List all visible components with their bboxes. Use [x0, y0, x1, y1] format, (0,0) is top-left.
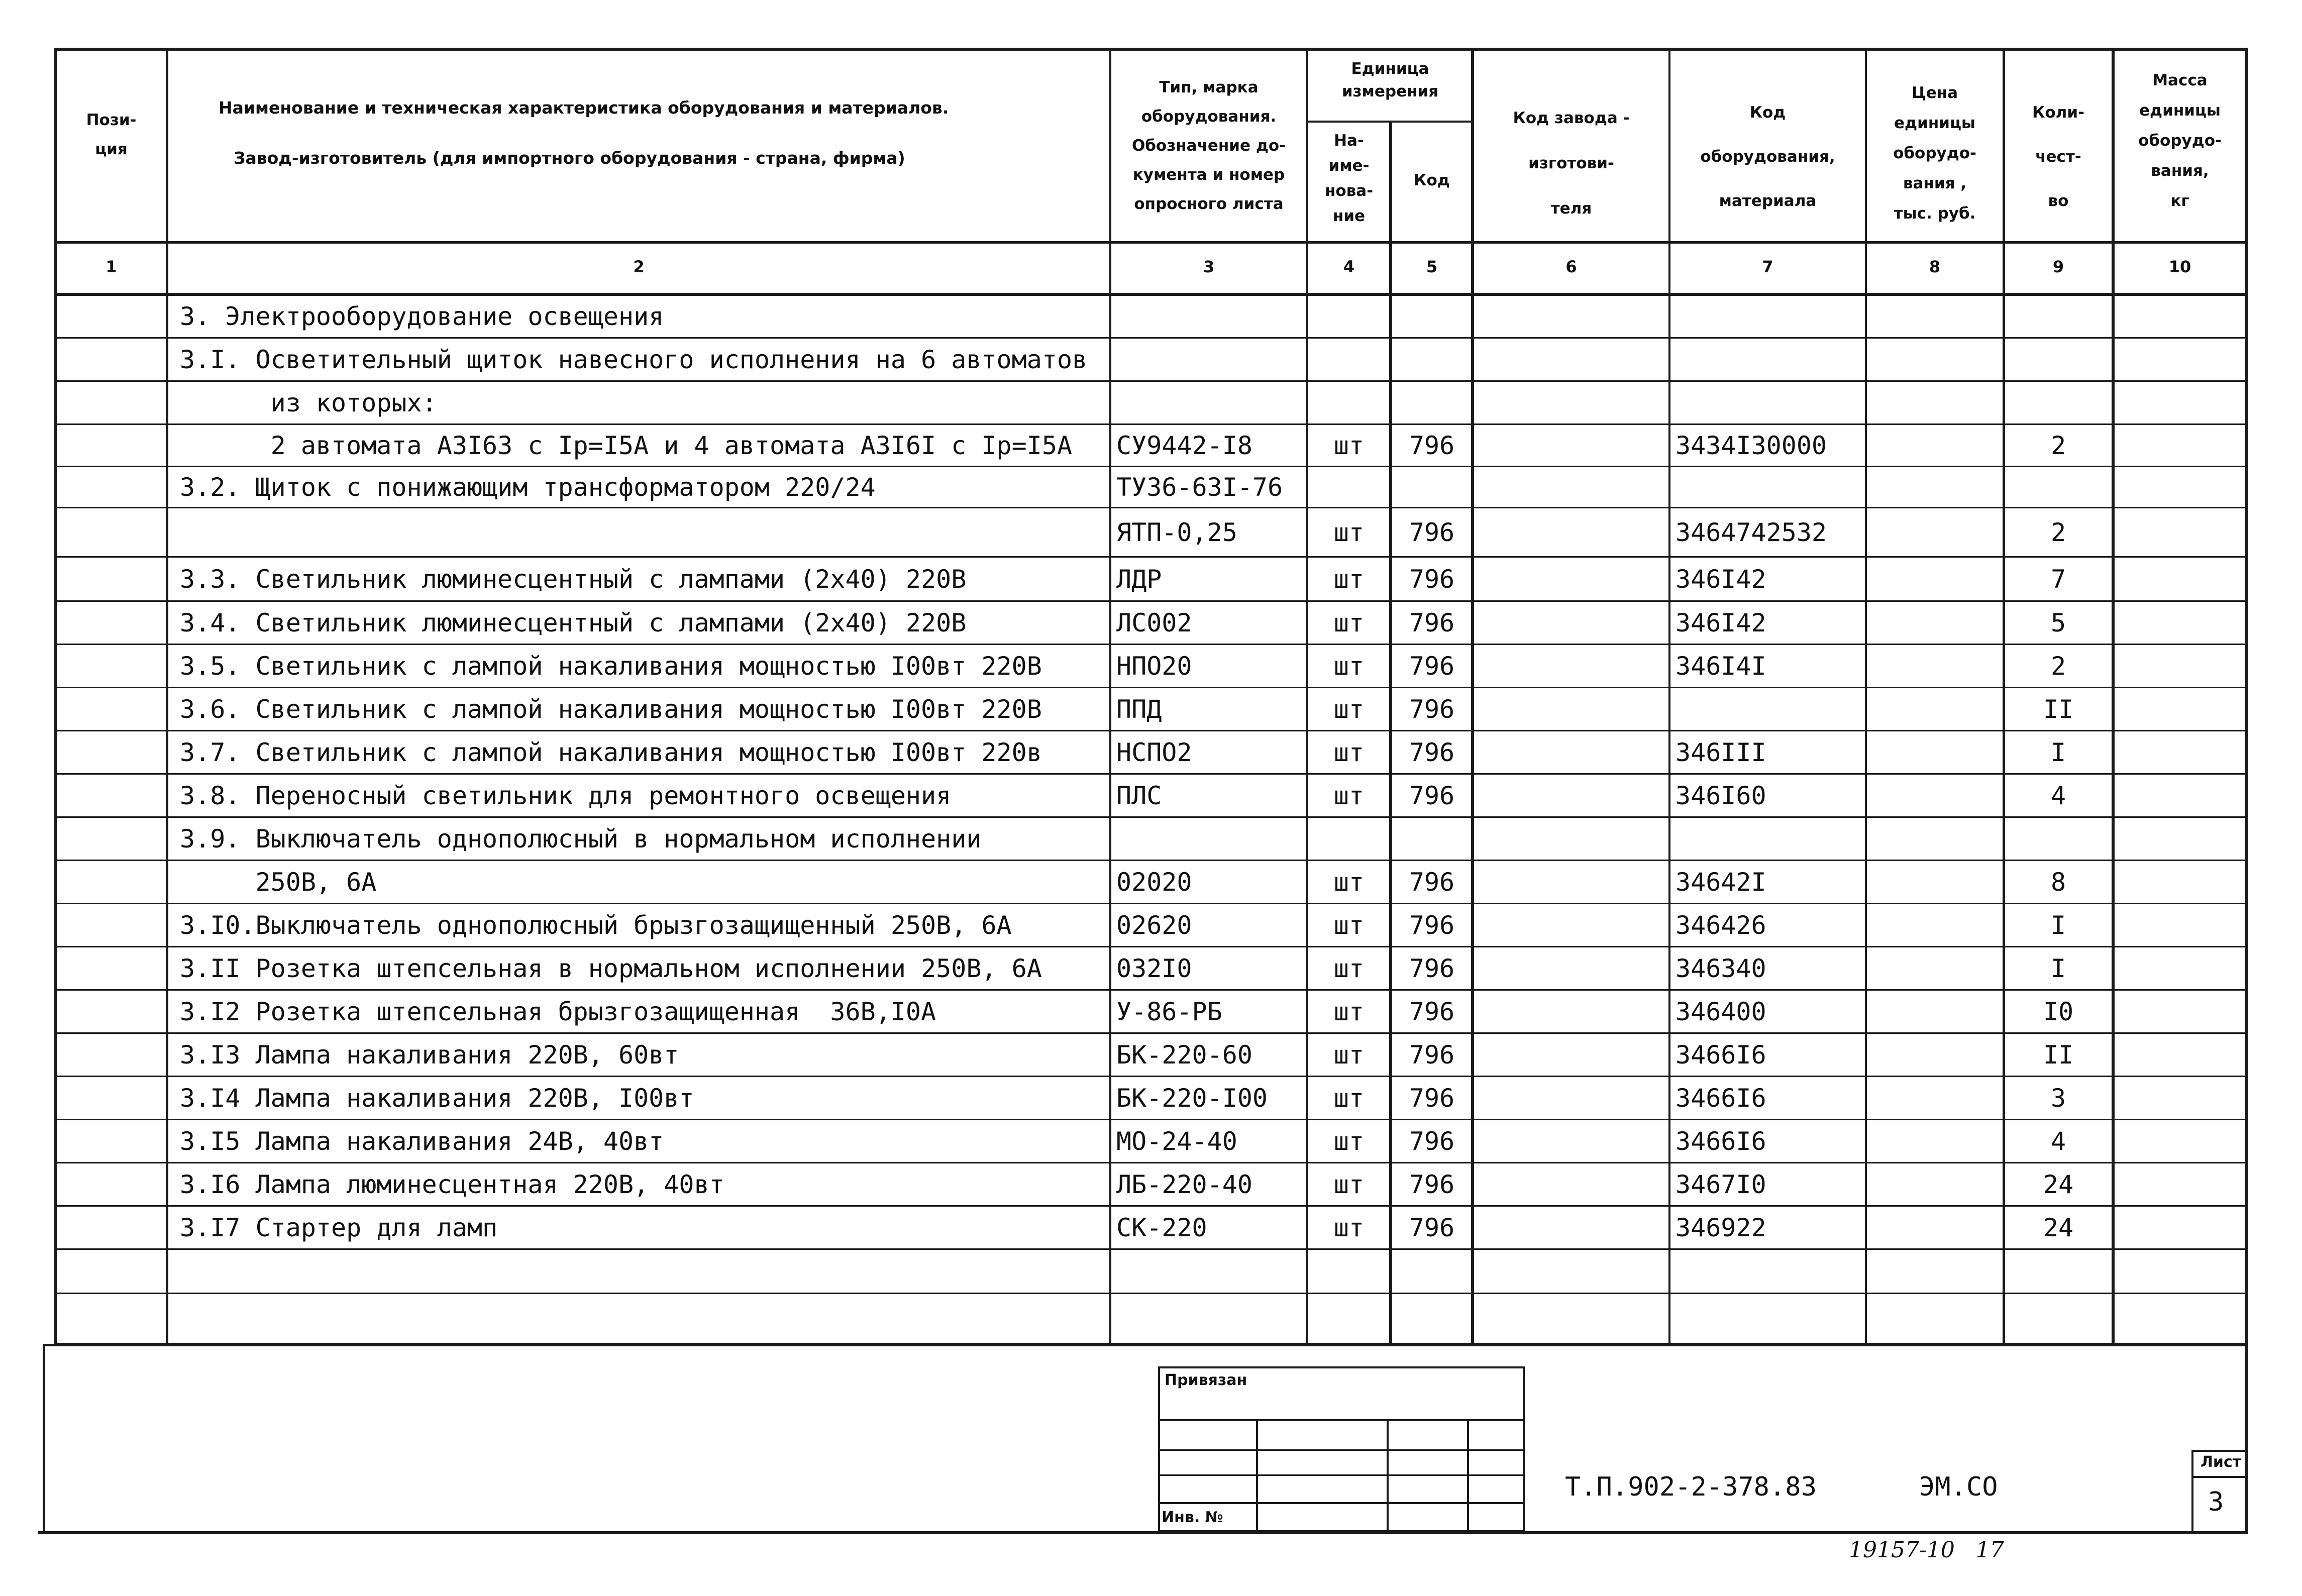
- col-number-7: 7: [1762, 257, 1773, 276]
- header-price: Цена единицы оборудо- вания , тыс. руб.: [1893, 84, 1976, 223]
- table-cell-unit: шт: [1333, 1213, 1365, 1242]
- table-cell-qty: 5: [2050, 608, 2066, 637]
- frame-left-lower: [43, 1344, 45, 1534]
- table-cell-type: 032I0: [1116, 954, 1192, 983]
- col-sep-2: [1109, 48, 1111, 1346]
- header-plant-code: Код завода - изготови- теля: [1513, 109, 1630, 218]
- col-number-4: 4: [1343, 257, 1355, 276]
- table-cell-type: ЛДР: [1116, 565, 1162, 594]
- table-cell-type: [1116, 817, 1306, 861]
- table-cell-code: 796: [1409, 695, 1455, 724]
- table-cell-qty: 3: [2050, 1084, 2066, 1113]
- table-cell-code: 796: [1409, 868, 1455, 897]
- header-name-line1: Наименование и техническая характеристика оборудования и материалов.: [219, 98, 949, 118]
- table-cell-unit: шт: [1333, 1084, 1365, 1113]
- table-cell-type: БК-220-I00: [1116, 1084, 1268, 1113]
- table-cell-equip: [1676, 381, 1865, 424]
- table-cell-equip: 3466I6: [1676, 1127, 1766, 1156]
- table-cell-equip: 34642I: [1676, 868, 1766, 897]
- table-cell-qty: I: [2050, 738, 2066, 767]
- table-cell-type: НСПО2: [1116, 738, 1192, 767]
- table-cell-unit: шт: [1333, 1170, 1365, 1199]
- table-cell-code: 796: [1409, 997, 1455, 1026]
- table-cell-name: из которых:: [180, 388, 437, 417]
- frame-bottom: [38, 1531, 2248, 1534]
- table-cell-code: 796: [1409, 1040, 1455, 1070]
- table-cell-name: 2 автомата А3I63 с Iр=I5А и 4 автомата А3I6I с Iр=I5А: [180, 431, 1073, 460]
- table-cell-equip: 346922: [1676, 1213, 1766, 1242]
- table-cell-name: 3.I4 Лампа накаливания 220В, I00вт: [180, 1084, 694, 1113]
- table-cell-code: 796: [1409, 518, 1455, 547]
- stamp-vline-1: [1256, 1419, 1258, 1532]
- table-cell-unit: шт: [1333, 781, 1365, 810]
- table-cell-code: 796: [1409, 1127, 1455, 1156]
- table-cell-type: НПО20: [1116, 652, 1192, 681]
- table-cell-unit: шт: [1333, 954, 1365, 983]
- table-cell-type: ЛБ-220-40: [1116, 1170, 1252, 1199]
- sheet-box-divider: [2191, 1476, 2247, 1478]
- table-cell-type: 02020: [1116, 868, 1192, 897]
- stamp-line-2: [1158, 1449, 1525, 1451]
- table-cell-qty: 2: [2050, 652, 2066, 681]
- header-quantity: Коли- чест- во: [2032, 103, 2084, 210]
- table-cell-unit: [1308, 381, 1390, 424]
- header-unit-code: Код: [1414, 171, 1450, 189]
- sheet-label: Лист: [2201, 1453, 2242, 1471]
- table-cell-name: 3.3. Светильник люминесцентный с лампами (2х40) 220В: [180, 565, 967, 594]
- table-cell-type: [1116, 295, 1306, 338]
- table-cell-equip: 3464742532: [1676, 518, 1827, 547]
- table-cell-name: 3.9. Выключатель однополюсный в нормальном исполнении: [180, 824, 982, 854]
- table-cell-equip: [1676, 338, 1865, 381]
- table-cell-equip: 346I42: [1676, 565, 1766, 594]
- table-cell-name: 3.II Розетка штепсельная в нормальном исполнении 250В, 6А: [180, 954, 1042, 983]
- table-cell-name: [180, 1294, 1104, 1344]
- table-cell-equip: 3466I6: [1676, 1040, 1766, 1070]
- table-cell-equip: 346I4I: [1676, 652, 1766, 681]
- col-number-3: 3: [1203, 257, 1215, 276]
- table-cell-code: 796: [1409, 911, 1455, 940]
- table-cell-unit: [1308, 1294, 1390, 1344]
- table-cell-type: БК-220-60: [1116, 1040, 1252, 1070]
- document-mark: ЭМ.СО: [1919, 1472, 1998, 1502]
- table-cell-name: 3.2. Щиток с понижающим трансформатором 220/24: [180, 473, 876, 502]
- table-cell-equip: [1676, 1249, 1865, 1294]
- table-cell-code: 796: [1409, 652, 1455, 681]
- table-cell-code: [1392, 295, 1472, 338]
- table-cell-qty: [2005, 295, 2112, 338]
- col-sep-6: [1668, 48, 1670, 1346]
- table-cell-unit: [1308, 1249, 1390, 1294]
- table-cell-name: [180, 508, 1104, 557]
- table-cell-qty: 8: [2050, 868, 2066, 897]
- table-cell-equip: [1676, 688, 1865, 731]
- col-number-2: 2: [633, 257, 645, 276]
- table-cell-code: 796: [1409, 1170, 1455, 1199]
- table-cell-code: [1392, 467, 1472, 508]
- table-cell-name: 3.6. Светильник с лампой накаливания мощностью I00вт 220В: [180, 695, 1042, 724]
- stamp-line-3: [1158, 1474, 1525, 1476]
- table-cell-qty: [2005, 381, 2112, 424]
- table-cell-qty: [2005, 817, 2112, 861]
- table-cell-unit: шт: [1333, 608, 1365, 637]
- table-cell-code: [1392, 817, 1472, 861]
- table-cell-unit: шт: [1333, 565, 1365, 594]
- unit-group-line: [1306, 121, 1472, 123]
- table-cell-unit: шт: [1333, 738, 1365, 767]
- table-cell-code: 796: [1409, 1084, 1455, 1113]
- table-cell-name: 3.I7 Стартер для ламп: [180, 1213, 498, 1242]
- table-cell-qty: 4: [2050, 781, 2066, 810]
- table-cell-equip: 3467I0: [1676, 1170, 1766, 1199]
- table-cell-code: [1392, 381, 1472, 424]
- document-designation: Т.П.902-2-378.83: [1565, 1472, 1817, 1502]
- table-cell-code: 796: [1409, 608, 1455, 637]
- table-cell-name: 3.I3 Лампа накаливания 220В, 60вт: [180, 1040, 679, 1070]
- table-cell-name: 3.8. Переносный светильник для ремонтного освещения: [180, 781, 952, 810]
- table-cell-qty: 2: [2050, 431, 2066, 460]
- frame-top: [54, 48, 2248, 51]
- table-cell-unit: [1308, 467, 1390, 508]
- table-cell-name: 250В, 6А: [180, 868, 377, 897]
- table-cell-equip: [1676, 295, 1865, 338]
- table-cell-unit: шт: [1333, 518, 1365, 547]
- table-cell-equip: 346426: [1676, 911, 1766, 940]
- table-cell-code: 796: [1409, 781, 1455, 810]
- col-sep-9: [2112, 48, 2115, 1346]
- table-cell-qty: I: [2050, 911, 2066, 940]
- table-cell-equip: 346III: [1676, 738, 1766, 767]
- table-cell-name: 3.I5 Лампа накаливания 24В, 40вт: [180, 1127, 664, 1156]
- header-bottom-line: [54, 241, 2248, 244]
- frame-right: [2245, 48, 2248, 1534]
- stamp-line-4: [1158, 1502, 1525, 1504]
- table-cell-qty: 24: [2043, 1213, 2074, 1242]
- table-cell-type: СК-220: [1116, 1213, 1207, 1242]
- table-cell-unit: [1308, 295, 1390, 338]
- col-number-10: 10: [2168, 257, 2191, 276]
- table-cell-equip: 346I42: [1676, 608, 1766, 637]
- table-cell-equip: 346340: [1676, 954, 1766, 983]
- table-cell-equip: [1676, 1294, 1865, 1344]
- header-position: Пози- ция: [86, 111, 137, 158]
- table-cell-code: 796: [1409, 565, 1455, 594]
- col-sep-7: [1865, 48, 1867, 1346]
- frame-left: [54, 48, 57, 1346]
- table-cell-type: ТУ36-63I-76: [1116, 473, 1283, 502]
- table-cell-type: ПЛС: [1116, 781, 1162, 810]
- header-name-line2: Завод-изготовитель (для импортного оборудования - страна, фирма): [234, 148, 905, 168]
- table-cell-unit: [1308, 338, 1390, 381]
- header-unit-name: На- име- нова- ние: [1324, 132, 1374, 225]
- header-equipment-code: Код оборудования, материала: [1700, 103, 1835, 210]
- table-cell-unit: шт: [1333, 1040, 1365, 1070]
- table-cell-qty: 7: [2050, 565, 2066, 594]
- table-cell-name: 3.5. Светильник с лампой накаливания мощностью I00вт 220В: [180, 652, 1042, 681]
- table-cell-unit: шт: [1333, 1127, 1365, 1156]
- table-cell-qty: I0: [2043, 997, 2074, 1026]
- col-number-5: 5: [1426, 257, 1438, 276]
- table-cell-type: ППД: [1116, 695, 1162, 724]
- table-cell-qty: [2005, 338, 2112, 381]
- stamp-privyazan: Привязан: [1165, 1371, 1247, 1389]
- table-cell-qty: 24: [2043, 1170, 2074, 1199]
- stamp-inv: Инв. №: [1162, 1509, 1223, 1526]
- stamp-vline-3: [1467, 1419, 1469, 1532]
- table-cell-equip: 346I60: [1676, 781, 1766, 810]
- table-cell-type: СУ9442-I8: [1116, 431, 1252, 460]
- table-cell-name: 3.I0.Выключатель однополюсный брызгозащищенный 250В, 6А: [180, 911, 1012, 940]
- table-cell-code: [1392, 1249, 1472, 1294]
- table-cell-equip: 3466I6: [1676, 1084, 1766, 1113]
- col-number-6: 6: [1565, 257, 1577, 276]
- col-number-8: 8: [1929, 257, 1941, 276]
- table-cell-type: [1116, 1294, 1306, 1344]
- table-cell-equip: [1676, 467, 1865, 508]
- table-cell-name: 3.7. Светильник с лампой накаливания мощностью I00вт 220в: [180, 738, 1042, 767]
- table-cell-type: ЯТП-0,25: [1116, 518, 1237, 547]
- table-cell-code: 796: [1409, 1213, 1455, 1242]
- table-cell-code: 796: [1409, 431, 1455, 460]
- table-cell-unit: [1308, 817, 1390, 861]
- table-cell-name: 3.I6 Лампа люминесцентная 220В, 40вт: [180, 1170, 724, 1199]
- header-mass: Масса единицы оборудо- вания, кг: [2138, 71, 2222, 210]
- table-cell-code: 796: [1409, 738, 1455, 767]
- table-cell-equip: [1676, 817, 1865, 861]
- col-sep-1: [166, 48, 168, 1346]
- table-cell-qty: 4: [2050, 1127, 2066, 1156]
- table-cell-equip: 346400: [1676, 997, 1766, 1026]
- table-cell-type: [1116, 1249, 1306, 1294]
- table-cell-type: 02620: [1116, 911, 1192, 940]
- table-cell-type: [1116, 338, 1306, 381]
- table-cell-type: ЛС002: [1116, 608, 1192, 637]
- table-cell-name: [180, 1249, 1104, 1294]
- table-cell-equip: 3434I30000: [1676, 431, 1827, 460]
- header-type: Тип, марка оборудования. Обозначение до- кумента и номер опросного листа: [1131, 78, 1286, 213]
- table-cell-unit: шт: [1333, 431, 1365, 460]
- table-cell-qty: I: [2050, 954, 2066, 983]
- table-cell-qty: II: [2043, 1040, 2074, 1070]
- table-cell-qty: II: [2043, 695, 2074, 724]
- table-cell-name: 3.I2 Розетка штепсельная брызгозащищенная 36В,I0А: [180, 997, 936, 1026]
- table-cell-qty: [2005, 1249, 2112, 1294]
- table-cell-type: МО-24-40: [1116, 1127, 1237, 1156]
- col-number-1: 1: [106, 257, 117, 276]
- table-cell-code: [1392, 338, 1472, 381]
- header-unit-group: Единица измерения: [1341, 60, 1439, 100]
- table-cell-type: [1116, 381, 1306, 424]
- table-cell-unit: шт: [1333, 997, 1365, 1026]
- table-cell-name: 3. Электрооборудование освещения: [180, 302, 664, 331]
- col-number-9: 9: [2052, 257, 2064, 276]
- stamp-line-1: [1158, 1419, 1525, 1421]
- table-cell-qty: [2005, 1294, 2112, 1344]
- table-cell-unit: шт: [1333, 868, 1365, 897]
- stamp-vline-2: [1387, 1419, 1389, 1532]
- table-cell-name: 3.4. Светильник люминесцентный с лампами (2х40) 220В: [180, 608, 967, 637]
- footer-note: 19157-10 17: [1849, 1537, 2004, 1563]
- table-cell-qty: [2005, 467, 2112, 508]
- table-cell-qty: 2: [2050, 518, 2066, 547]
- table-cell-unit: шт: [1333, 652, 1365, 681]
- table-cell-type: У-86-РБ: [1116, 997, 1222, 1026]
- table-cell-code: 796: [1409, 954, 1455, 983]
- table-cell-name: 3.I. Осветительный щиток навесного исполнения на 6 автоматов: [180, 345, 1088, 374]
- table-cell-unit: шт: [1333, 911, 1365, 940]
- table-cell-unit: шт: [1333, 695, 1365, 724]
- sheet-number: 3: [2208, 1487, 2224, 1517]
- table-cell-code: [1392, 1294, 1472, 1344]
